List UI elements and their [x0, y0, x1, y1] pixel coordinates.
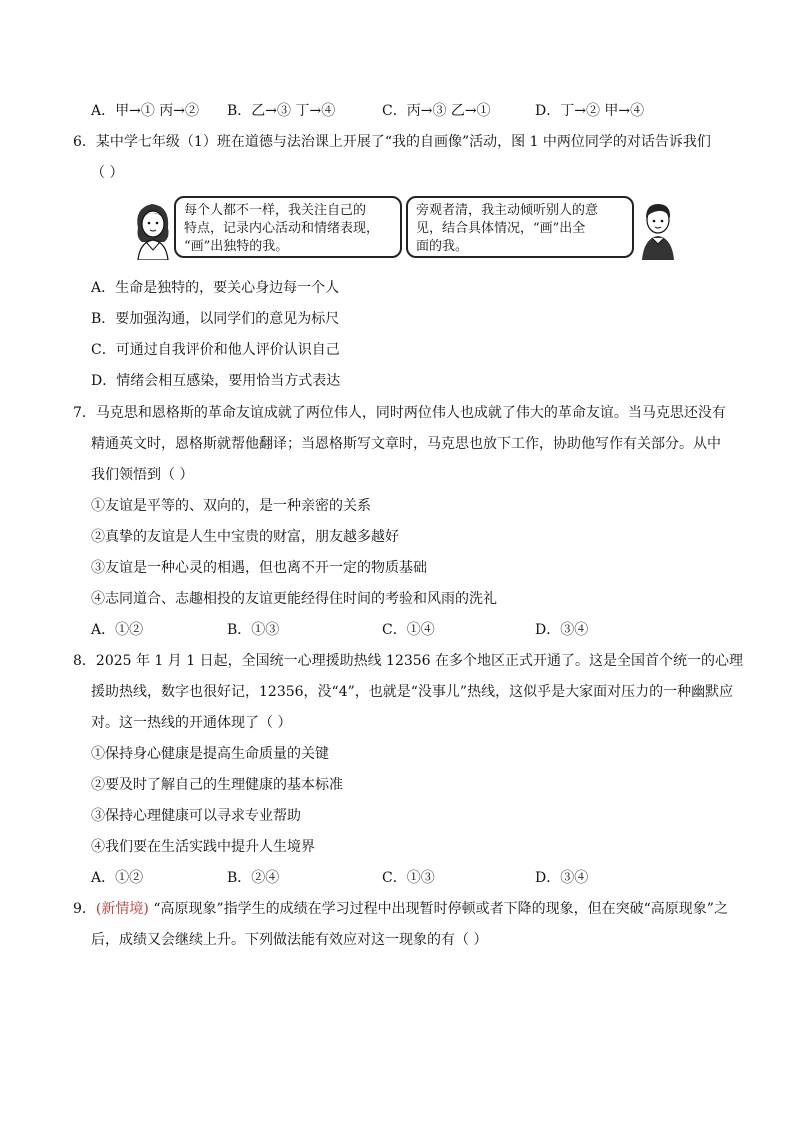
q7-statement-3: ③友谊是一种心灵的相遇，但也离不开一定的物质基础 [91, 560, 427, 576]
q5-option-d: D．丁→② 甲→④ [535, 103, 645, 119]
q7-statement-4: ④志同道合、志趣相投的友谊更能经得住时间的考验和风雨的洗礼 [91, 591, 497, 607]
q5-option-b: B．乙→③ 丁→④ [227, 103, 336, 119]
q7-stem-line1: 7．马克思和恩格斯的革命友谊成就了两位伟人，同时两位伟人也成就了伟大的革命友谊。当马克思还没有 [73, 405, 726, 421]
q5-option-a: A．甲→① 丙→② [91, 103, 200, 119]
q8-statement-4: ④我们要在生活实践中提升人生境界 [91, 839, 315, 855]
girl-speech-bubble [174, 196, 402, 258]
new-situation-tag: (新情境) [95, 901, 149, 917]
boy-bubble-line2: 见，结合具体情况，“画”出全 [416, 221, 586, 236]
girl-figure-icon [130, 198, 176, 260]
q6-stem-line2: （ ） [91, 165, 124, 181]
q8-statement-1: ①保持身心健康是提高生命质量的关键 [91, 746, 329, 762]
boy-bubble-line3: 面的我。 [416, 239, 469, 254]
q7-stem-line2: 精通英文时，恩格斯就帮他翻译；当恩格斯写文章时，马克思也放下工作，协助他写作有关部分。从中 [91, 436, 721, 452]
q6-option-c: C．可通过自我评价和他人评价认识自己 [91, 342, 340, 358]
q7-statement-2: ②真挚的友谊是人生中宝贵的财富，朋友越多越好 [91, 529, 399, 545]
boy-speech-bubble [406, 196, 634, 258]
q8-option-a: A．①② [91, 870, 144, 886]
q5-option-c: C．丙→③ 乙→① [382, 103, 491, 119]
q7-statement-1: ①友谊是平等的、双向的，是一种亲密的关系 [91, 498, 371, 514]
q8-option-d: D．③④ [535, 870, 589, 886]
boy-figure-icon [638, 198, 678, 260]
q9-stem-line1 [73, 899, 728, 919]
q8-stem-line3: 对。这一热线的开通体现了（ ） [91, 715, 292, 731]
q7-option-c: C．①④ [382, 622, 435, 638]
girl-bubble-line2: 特点，记录内心活动和情绪表现， [184, 221, 380, 236]
q8-statement-3: ③保持心理健康可以寻求专业帮助 [91, 808, 301, 824]
q7-option-d: D．③④ [535, 622, 589, 638]
q7-option-b: B．①③ [227, 622, 280, 638]
q8-statement-2: ②要及时了解自己的生理健康的基本标准 [91, 777, 343, 793]
q9-stem-line2: 后，成绩又会继续上升。下列做法能有效应对这一现象的有（ ） [91, 932, 488, 948]
q7-option-a: A．①② [91, 622, 144, 638]
q6-stem-line1: 6．某中学七年级（1）班在道德与法治课上开展了“我的自画像”活动，图 1 中两位同学的对话告诉我们 [73, 134, 711, 150]
q6-option-d: D．情绪会相互感染，要用恰当方式表达 [91, 373, 341, 389]
dialogue-figure [130, 196, 670, 266]
q9-number: 9． [73, 901, 96, 917]
q6-option-b: B．要加强沟通，以同学们的意见为标尺 [91, 311, 340, 327]
girl-bubble-line3: “画”出独特的我。 [184, 239, 289, 254]
q9-stem-text: “高原现象”指学生的成绩在学习过程中出现暂时停顿或者下降的现象，但在突破“高原现象”之 [153, 901, 728, 917]
q8-option-b: B．②④ [227, 870, 280, 886]
q8-option-c: C．①③ [382, 870, 435, 886]
girl-bubble-line1: 每个人都不一样，我关注自己的 [184, 203, 367, 218]
q7-options-row [0, 620, 794, 640]
q6-option-a: A．生命是独特的，要关心身边每一个人 [91, 280, 340, 296]
q5-options-row [0, 101, 794, 121]
q8-options-row [0, 868, 794, 888]
boy-bubble-line1: 旁观者清，我主动倾听别人的意 [416, 203, 599, 218]
q8-stem-line2: 援助热线，数字也很好记，12356，没“4”，也就是“没事儿”热线，这似乎是大家面对压力的一种幽默应 [91, 684, 734, 700]
q7-stem-line3: 我们领悟到（ ） [91, 467, 194, 483]
q8-stem-line1: 8．2025 年 1 月 1 日起，全国统一心理援助热线 12356 在多个地区正式开通了。这是全国首个统一的心理 [73, 653, 744, 669]
